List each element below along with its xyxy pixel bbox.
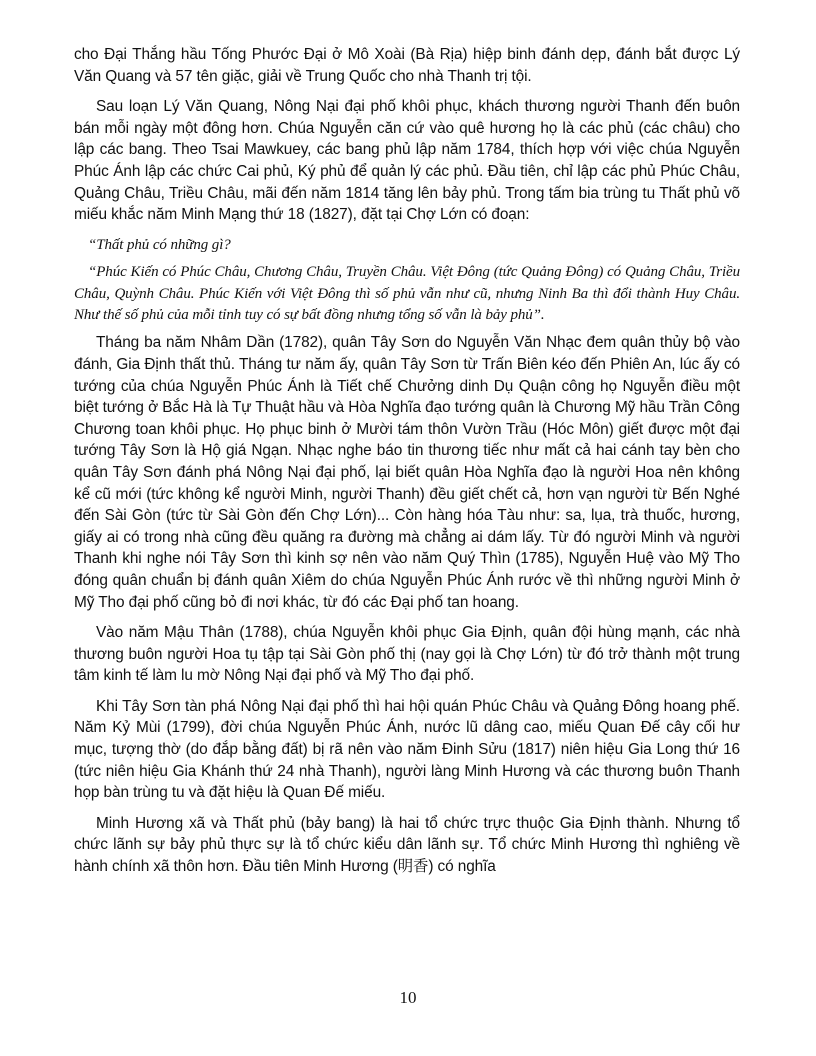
- quote-inscription: “Phúc Kiến có Phúc Châu, Chương Châu, Truyền Châu. Việt Đông (tức Quảng Đông) có Quảng Châu, Triều Châu, Quỳnh Châu. Phúc Kiến với Việt Đông thì số phủ vẫn như cũ, nhưng Ninh Ba thì đổi thành Huy Châu. Như thế số phủ của mỗi tỉnh tuy có sự bất đồng nhưng tổng số vẫn là bảy phủ”.: [74, 264, 740, 323]
- paragraph-minh-huong: Minh Hương xã và Thất phủ (bảy bang) là hai tổ chức trực thuộc Gia Định thành. Nhưng tổ chức lãnh sự bảy phủ thực sự là tổ chức kiểu dân lãnh sự. Tổ chức Minh Hương thì nghiêng về hành chính xã thôn hơn. Đầu tiên Minh Hương (明香) có nghĩa: [74, 814, 740, 876]
- paragraph-tay-son: Tháng ba năm Nhâm Dần (1782), quân Tây Sơn do Nguyễn Văn Nhạc đem quân thủy bộ vào đánh, Gia Định thất thủ. Tháng tư năm ấy, quân Tây Sơn từ Trấn Biên kéo đến Phiên An, lúc ấy có tướng của chúa Nguyễn Phúc Ánh là Tiết chế Chưởng dinh Dụ Quận công họ Nguyễn điều một biệt tướng ở Bắc Hà là Tự Thuật hầu và Hòa Nghĩa đạo tướng quân là Chương Mỹ hầu Trần Công Chương toan khôi phục. Họ phục binh ở Mười tám thôn Vườn Trầu (Hóc Môn) giết được một đại tướng Tây Sơn là Hộ giá Ngạn. Nhạc nghe báo tin thương tiếc như mất cả hai cánh tay bèn cho quân Tây Sơn đánh phá Nông Nại đại phố, lại biết quân Hòa Nghĩa đạo là người Hoa nên không kể cũ mới (tức không kể người Minh, người Thanh) đều giết chết cả, hơn vạn người từ Bến Nghé đến Sài Gòn (tức từ Sài Gòn đến Chợ Lớn)... Còn hàng hóa Tàu như: sa, lụa, trà thuốc, hương, giấy ai có trong nhà cũng đều quăng ra đường mà chẳng ai dám lấy. Từ đó người Minh và người Thanh khi nghe nói Tây Sơn thì kinh sợ nên vào năm Quý Thìn (1785), Nguyễn Huệ vào Mỹ Tho đóng quân chuẩn bị đánh quân Xiêm do chúa Nguyễn Phúc Ánh rước về thì những người Minh ở Mỹ Tho đại phố cũng bỏ đi nơi khác, từ đó các Đại phố tan hoang.: [74, 334, 740, 611]
- quote-question: “Thất phủ có những gì?: [88, 236, 231, 253]
- page-number: 10: [399, 988, 417, 1007]
- body-text: [74, 44, 740, 887]
- paragraph-seven-bangs: Sau loạn Lý Văn Quang, Nông Nại đại phố khôi phục, khách thương người Thanh đến buôn bán mỗi ngày một đông hơn. Chúa Nguyễn căn cứ vào quê hương họ là các phủ (các châu) cho lập các bang. Theo Tsai Mawkuey, các bang phủ lập năm 1784, thích hợp với việc chúa Nguyễn Phúc Ánh lập các chức Cai phủ, Ký phủ để quản lý các phủ. Đầu tiên, chỉ lập các phủ Phúc Châu, Quảng Châu, Triều Châu, mãi đến năm 1814 tăng lên bảy phủ. Trong tấm bia trùng tu Thất phủ võ miếu khắc năm Minh Mạng thứ 18 (1827), đặt tại Chợ Lớn có đoạn:: [74, 98, 740, 224]
- paragraph-mau-than: Vào năm Mậu Thân (1788), chúa Nguyễn khôi phục Gia Định, quân đội hùng mạnh, các nhà thương buôn người Hoa tụ tập tại Sài Gòn phố thị (nay gọi là Chợ Lớn) từ đó trở thành một trung tâm kinh tế làm lu mờ Nông Nại đại phố và Mỹ Tho đại phố.: [74, 624, 740, 685]
- paragraph-quan-de-mieu: Khi Tây Sơn tàn phá Nông Nại đại phố thì hai hội quán Phúc Châu và Quảng Đông hoang phế. Năm Kỷ Mùi (1799), đời chúa Nguyễn Phúc Ánh, nước lũ dâng cao, miếu Quan Đế cây cối hư mục, tượng thờ (do đắp bằng đất) bị rã nên vào năm Đinh Sửu (1817) niên hiệu Gia Long thứ 16 (tức niên hiệu Gia Khánh thứ 24 nhà Thanh), người làng Minh Hương và các thương buôn Thanh họp bàn trùng tu và đặt hiệu là Quan Đế miếu.: [74, 697, 740, 802]
- paragraph-continuation: cho Đại Thắng hầu Tống Phước Đại ở Mô Xoài (Bà Rịa) hiệp binh đánh dẹp, đánh bắt được Lý Văn Quang và 57 tên giặc, giải về Trung Quốc cho nhà Thanh trị tội.: [74, 46, 740, 85]
